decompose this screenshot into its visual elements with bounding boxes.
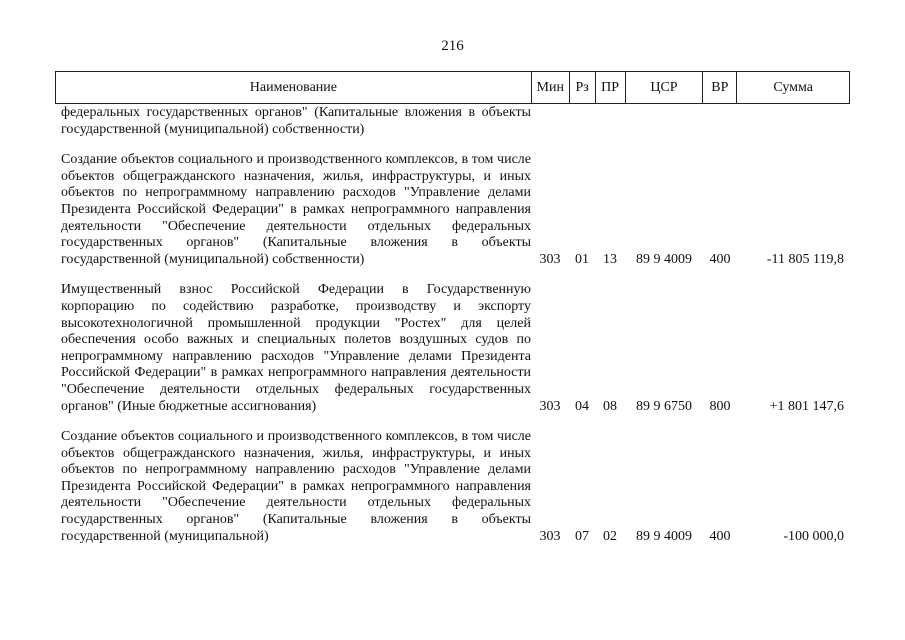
row-pr: 02 [603, 528, 617, 544]
row-sum: +1 801 147,6 [769, 398, 844, 414]
row-sum: -11 805 119,8 [766, 251, 844, 267]
header-sum: Сумма [736, 72, 849, 103]
header-vr: ВР [702, 72, 736, 103]
header-pr: ПР [595, 72, 625, 103]
row-min: 303 [539, 528, 561, 544]
row-sum: -100 000,0 [783, 528, 844, 544]
row-name: Создание объектов социального и производственного комплексов, в том числе объектов общегражданского назначения, жилья, инфраструктуры, и иных объектов по непрограммному направлению расходов "Управление делами Президента Российской Федерации" в рамках непрограммного направления деятельности "Обеспечение деятельности отдельных федеральных государственных органов" (Капитальные вложения в объекты государственной (муниципальной) собственности) [61, 152, 531, 267]
row-vr: 800 [709, 398, 731, 414]
header-name: Наименование [249, 79, 338, 95]
row-rz: 01 [575, 251, 589, 267]
header-rz: Рз [569, 72, 595, 103]
table-row [55, 282, 850, 415]
page-number: 216 [441, 38, 464, 54]
table-row [55, 429, 850, 545]
row-name: Создание объектов социального и производственного комплексов, в том числе объектов общегражданского назначения, жилья, инфраструктуры, и иных объектов по непрограммному направлению расходов "Управление делами Президента Российской Федерации" в рамках непрограммного направления деятельности "Обеспечение деятельности отдельных федеральных государственных органов" (Капитальные вложения в объекты государственной (муниципальной) [61, 429, 531, 544]
row-vr: 400 [709, 528, 731, 544]
row-pr: 13 [603, 251, 617, 267]
table-header [55, 71, 850, 104]
table-row [55, 105, 850, 138]
row-min: 303 [539, 251, 561, 267]
header-min: Мин [531, 72, 569, 103]
row-min: 303 [539, 398, 561, 414]
row-csr: 89 9 6750 [636, 398, 692, 414]
row-name: Имущественный взнос Российской Федерации в Государственную корпорацию по содействию разработке, производству и экспорту высокотехнологичной промышленной продукции "Ростех" для целей обеспечения особо важных и специальных полетов воздушных судов по непрограммному направлению расходов "Управление делами Президента Российской Федерации" в рамках непрограммного направления деятельности "Обеспечение деятельности отдельных федеральных государственных органов" (Иные бюджетные ассигнования) [61, 282, 531, 414]
table-body [55, 105, 850, 545]
row-vr: 400 [709, 251, 731, 267]
row-rz: 04 [575, 398, 589, 414]
row-rz: 07 [575, 528, 589, 544]
row-name: федеральных государственных органов" (Капитальные вложения в объекты государственной (муниципальной) собственности) [61, 105, 531, 137]
header-csr: ЦСР [625, 72, 703, 103]
row-csr: 89 9 4009 [636, 251, 692, 267]
table-row [55, 152, 850, 268]
row-csr: 89 9 4009 [636, 528, 692, 544]
row-pr: 08 [603, 398, 617, 414]
